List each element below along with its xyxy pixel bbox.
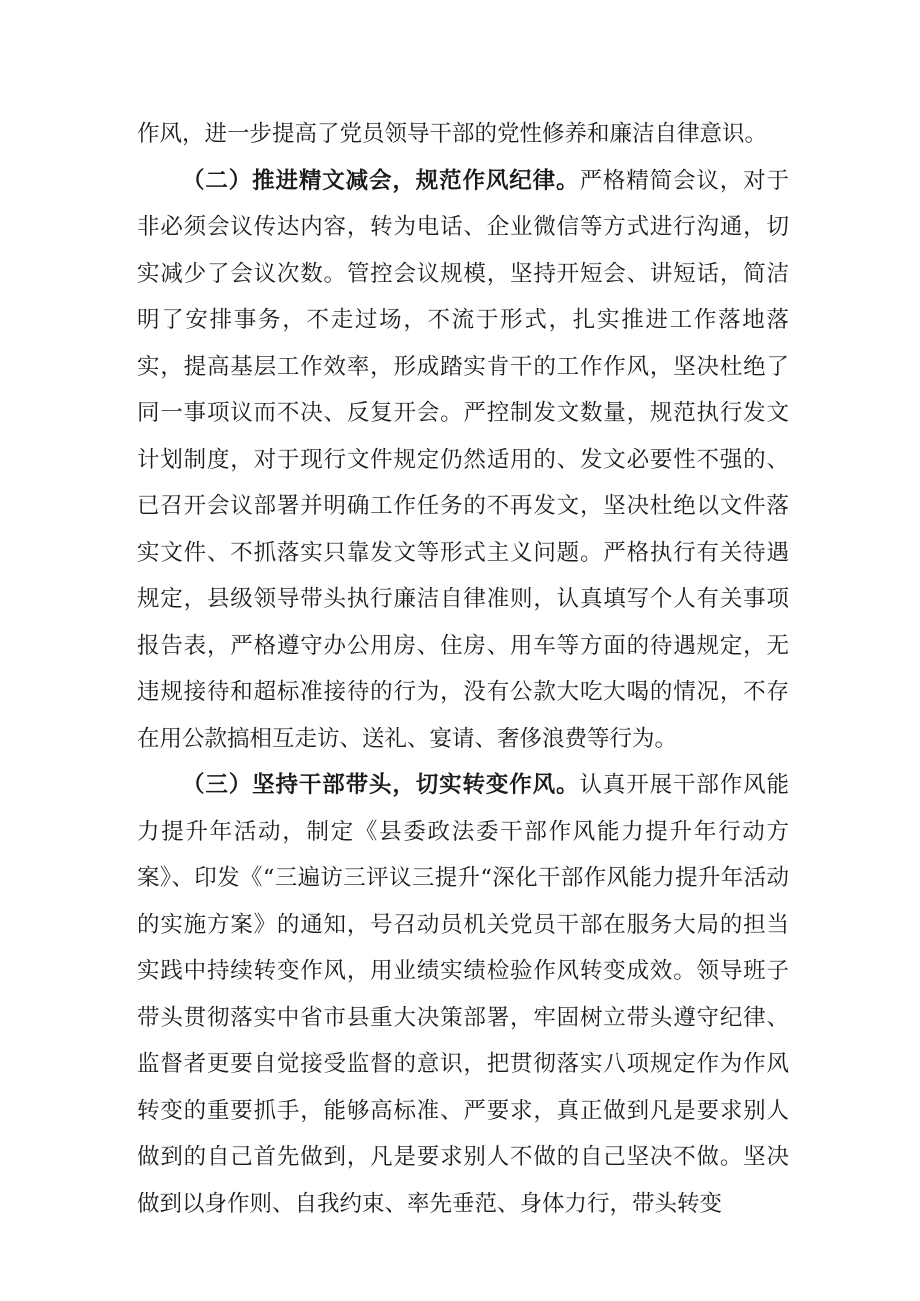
- paragraph-section-2: [137, 158, 789, 763]
- paragraph-body: 作风，进一步提高了党员领导干部的党性修养和廉洁自律意识。: [137, 121, 768, 147]
- paragraph-body: 认真开展干部作风能力提升年活动，制定《县委政法委干部作风能力提升年行动方案》、印发《“三遍访三评议三提升“深化干部作风能力提升年活动的实施方案》的通知，号召动员机关党员干部在服务大局的担当实践中持续转变作风，用业绩实绩检验作风转变成效。领导班子带头贯彻落实中省市县重大决策部署，牢固树立带头遵守纪律、监督者更要自觉接受监督的意识，把贯彻落实八项规定作为作风转变的重要抓手，能够高标准、严要求，真正做到凡是要求别人做到的自己首先做到，凡是要求别人不做的自己坚决不做。坚决做到以身作则、自我约束、率先垂范、身体力行，带头转变: [137, 772, 789, 1217]
- section-heading: （三）坚持干部带头，切实转变作风。: [182, 772, 580, 798]
- paragraph-continuation: [137, 111, 789, 158]
- section-heading: （二）推进精文减会，规范作风纪律。: [182, 167, 580, 194]
- document-page: [137, 111, 789, 1227]
- paragraph-body: 严格精简会议，对于非必须会议传达内容，转为电话、企业微信等方式进行沟通，切实减少了会议次数。管控会议规模，坚持开短会、讲短话，简洁明了安排事务，不走过场，不流于形式，扎实推进工作落地落实，提高基层工作效率，形成踏实肯干的工作作风，坚决杜绝了同一事项议而不决、反复开会。严控制发文数量，规范执行发文计划制度，对于现行文件规定仍然适用的、发文必要性不强的、已召开会议部署并明确工作任务的不再发文，坚决杜绝以文件落实文件、不抓落实只靠发文等形式主义问题。严格执行有关待遇规定，县级领导带头执行廉洁自律准则，认真填写个人有关事项报告表，严格遵守办公用房、住房、用车等方面的待遇规定，无违规接待和超标准接待的行为，没有公款大吃大喝的情况，不存在用公款搞相互走访、送礼、宴请、奢侈浪费等行为。: [137, 167, 789, 752]
- paragraph-section-3: [137, 762, 789, 1227]
